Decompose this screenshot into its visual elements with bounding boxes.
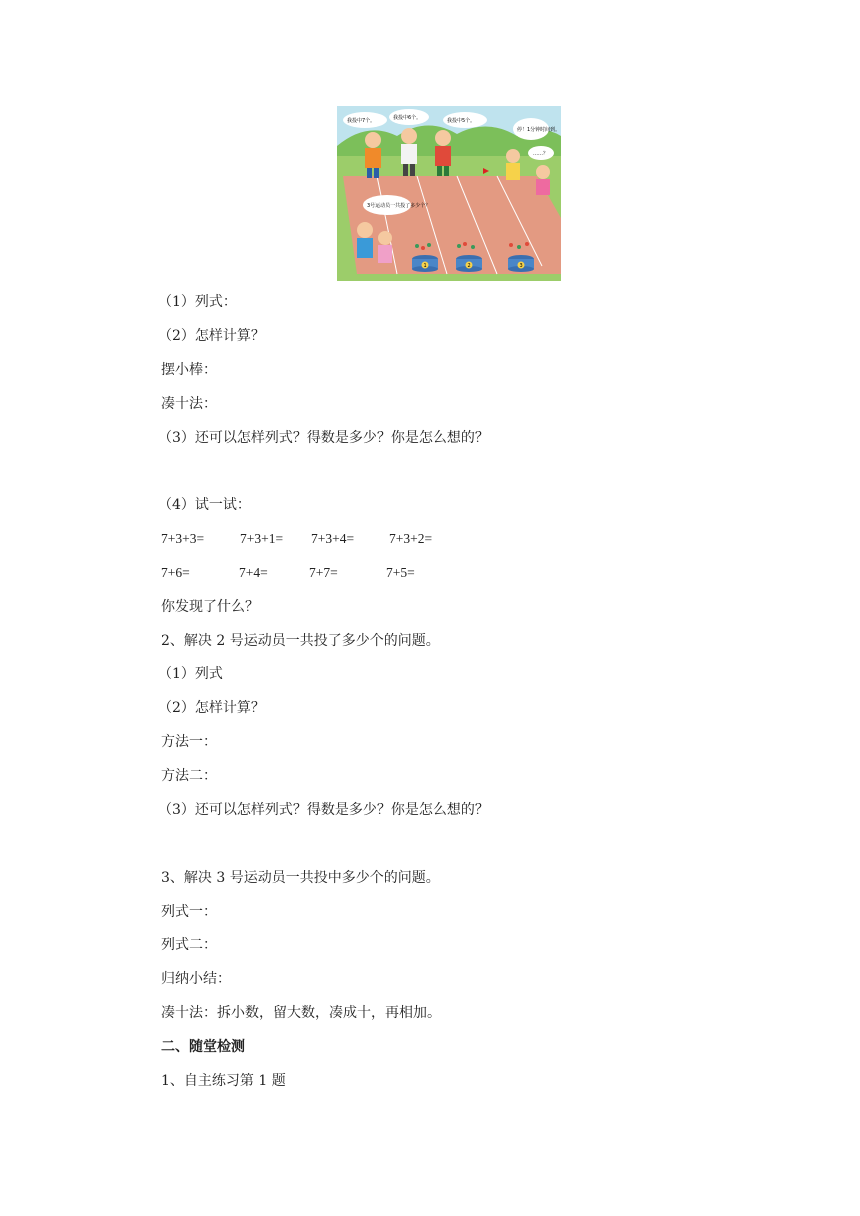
make-ten-method: 凑十法： bbox=[161, 396, 217, 412]
bubble-2: 我投中6个。 bbox=[393, 115, 422, 121]
task-3: 3、解决 3 号运动员一共投中多少个的问题。 bbox=[161, 870, 440, 886]
bubble-5: ……？ bbox=[533, 151, 549, 157]
method-2: 方法二： bbox=[161, 768, 217, 784]
equation: 7+3+3= bbox=[161, 531, 205, 546]
equation: 7+7= bbox=[309, 565, 338, 580]
equation: 7+3+2= bbox=[389, 531, 433, 546]
task-2: 2、解决 2 号运动员一共投了多少个的问题。 bbox=[161, 633, 440, 649]
q2-other-formula: （3）还可以怎样列式？得数是多少？你是怎么想的？ bbox=[158, 802, 489, 818]
basket-2-number: 2 bbox=[467, 263, 471, 269]
bubble-4: 停！1分钟时间到。 bbox=[517, 127, 561, 133]
basket-1 bbox=[412, 255, 438, 272]
formula-2: 列式二： bbox=[161, 937, 217, 953]
formula-1: 列式一： bbox=[161, 904, 217, 920]
section-2-heading: 二、随堂检测 bbox=[161, 1039, 245, 1055]
basket-2 bbox=[456, 255, 482, 272]
illustration-drawing bbox=[337, 106, 561, 281]
equation: 7+3+4= bbox=[311, 531, 355, 546]
q1-other-formula: （3）还可以怎样列式？得数是多少？你是怎么想的？ bbox=[158, 430, 489, 446]
equation: 7+5= bbox=[386, 565, 415, 580]
summary-heading: 归纳小结： bbox=[161, 971, 231, 987]
basket-1-number: 1 bbox=[423, 263, 427, 269]
equation: 7+6= bbox=[161, 565, 190, 580]
q1-how-to-calculate: （2）怎样计算？ bbox=[158, 328, 265, 344]
method-1: 方法一： bbox=[161, 734, 217, 750]
bubble-6: 3号运动员一共投了多少个？ bbox=[367, 203, 431, 209]
bubble-3: 我投中5个。 bbox=[447, 118, 476, 124]
basket-3-number: 3 bbox=[519, 263, 523, 269]
bubble-1: 我投中7个。 bbox=[347, 118, 376, 124]
sticks-method: 摆小棒： bbox=[161, 362, 217, 378]
equation: 7+4= bbox=[239, 565, 268, 580]
make-ten-rule: 凑十法：拆小数，留大数，凑成十，再相加。 bbox=[161, 1005, 441, 1021]
equation: 7+3+1= bbox=[240, 531, 284, 546]
sports-illustration bbox=[337, 106, 561, 281]
basket-3 bbox=[508, 255, 534, 272]
exercise-1: 1、自主练习第 1 题 bbox=[161, 1073, 286, 1089]
q2-formula: （1）列式 bbox=[158, 666, 223, 682]
q1-formula: （1）列式： bbox=[158, 294, 237, 310]
try-it: （4）试一试： bbox=[158, 497, 251, 513]
discover-question: 你发现了什么？ bbox=[161, 599, 259, 615]
q2-how-to-calculate: （2）怎样计算？ bbox=[158, 700, 265, 716]
